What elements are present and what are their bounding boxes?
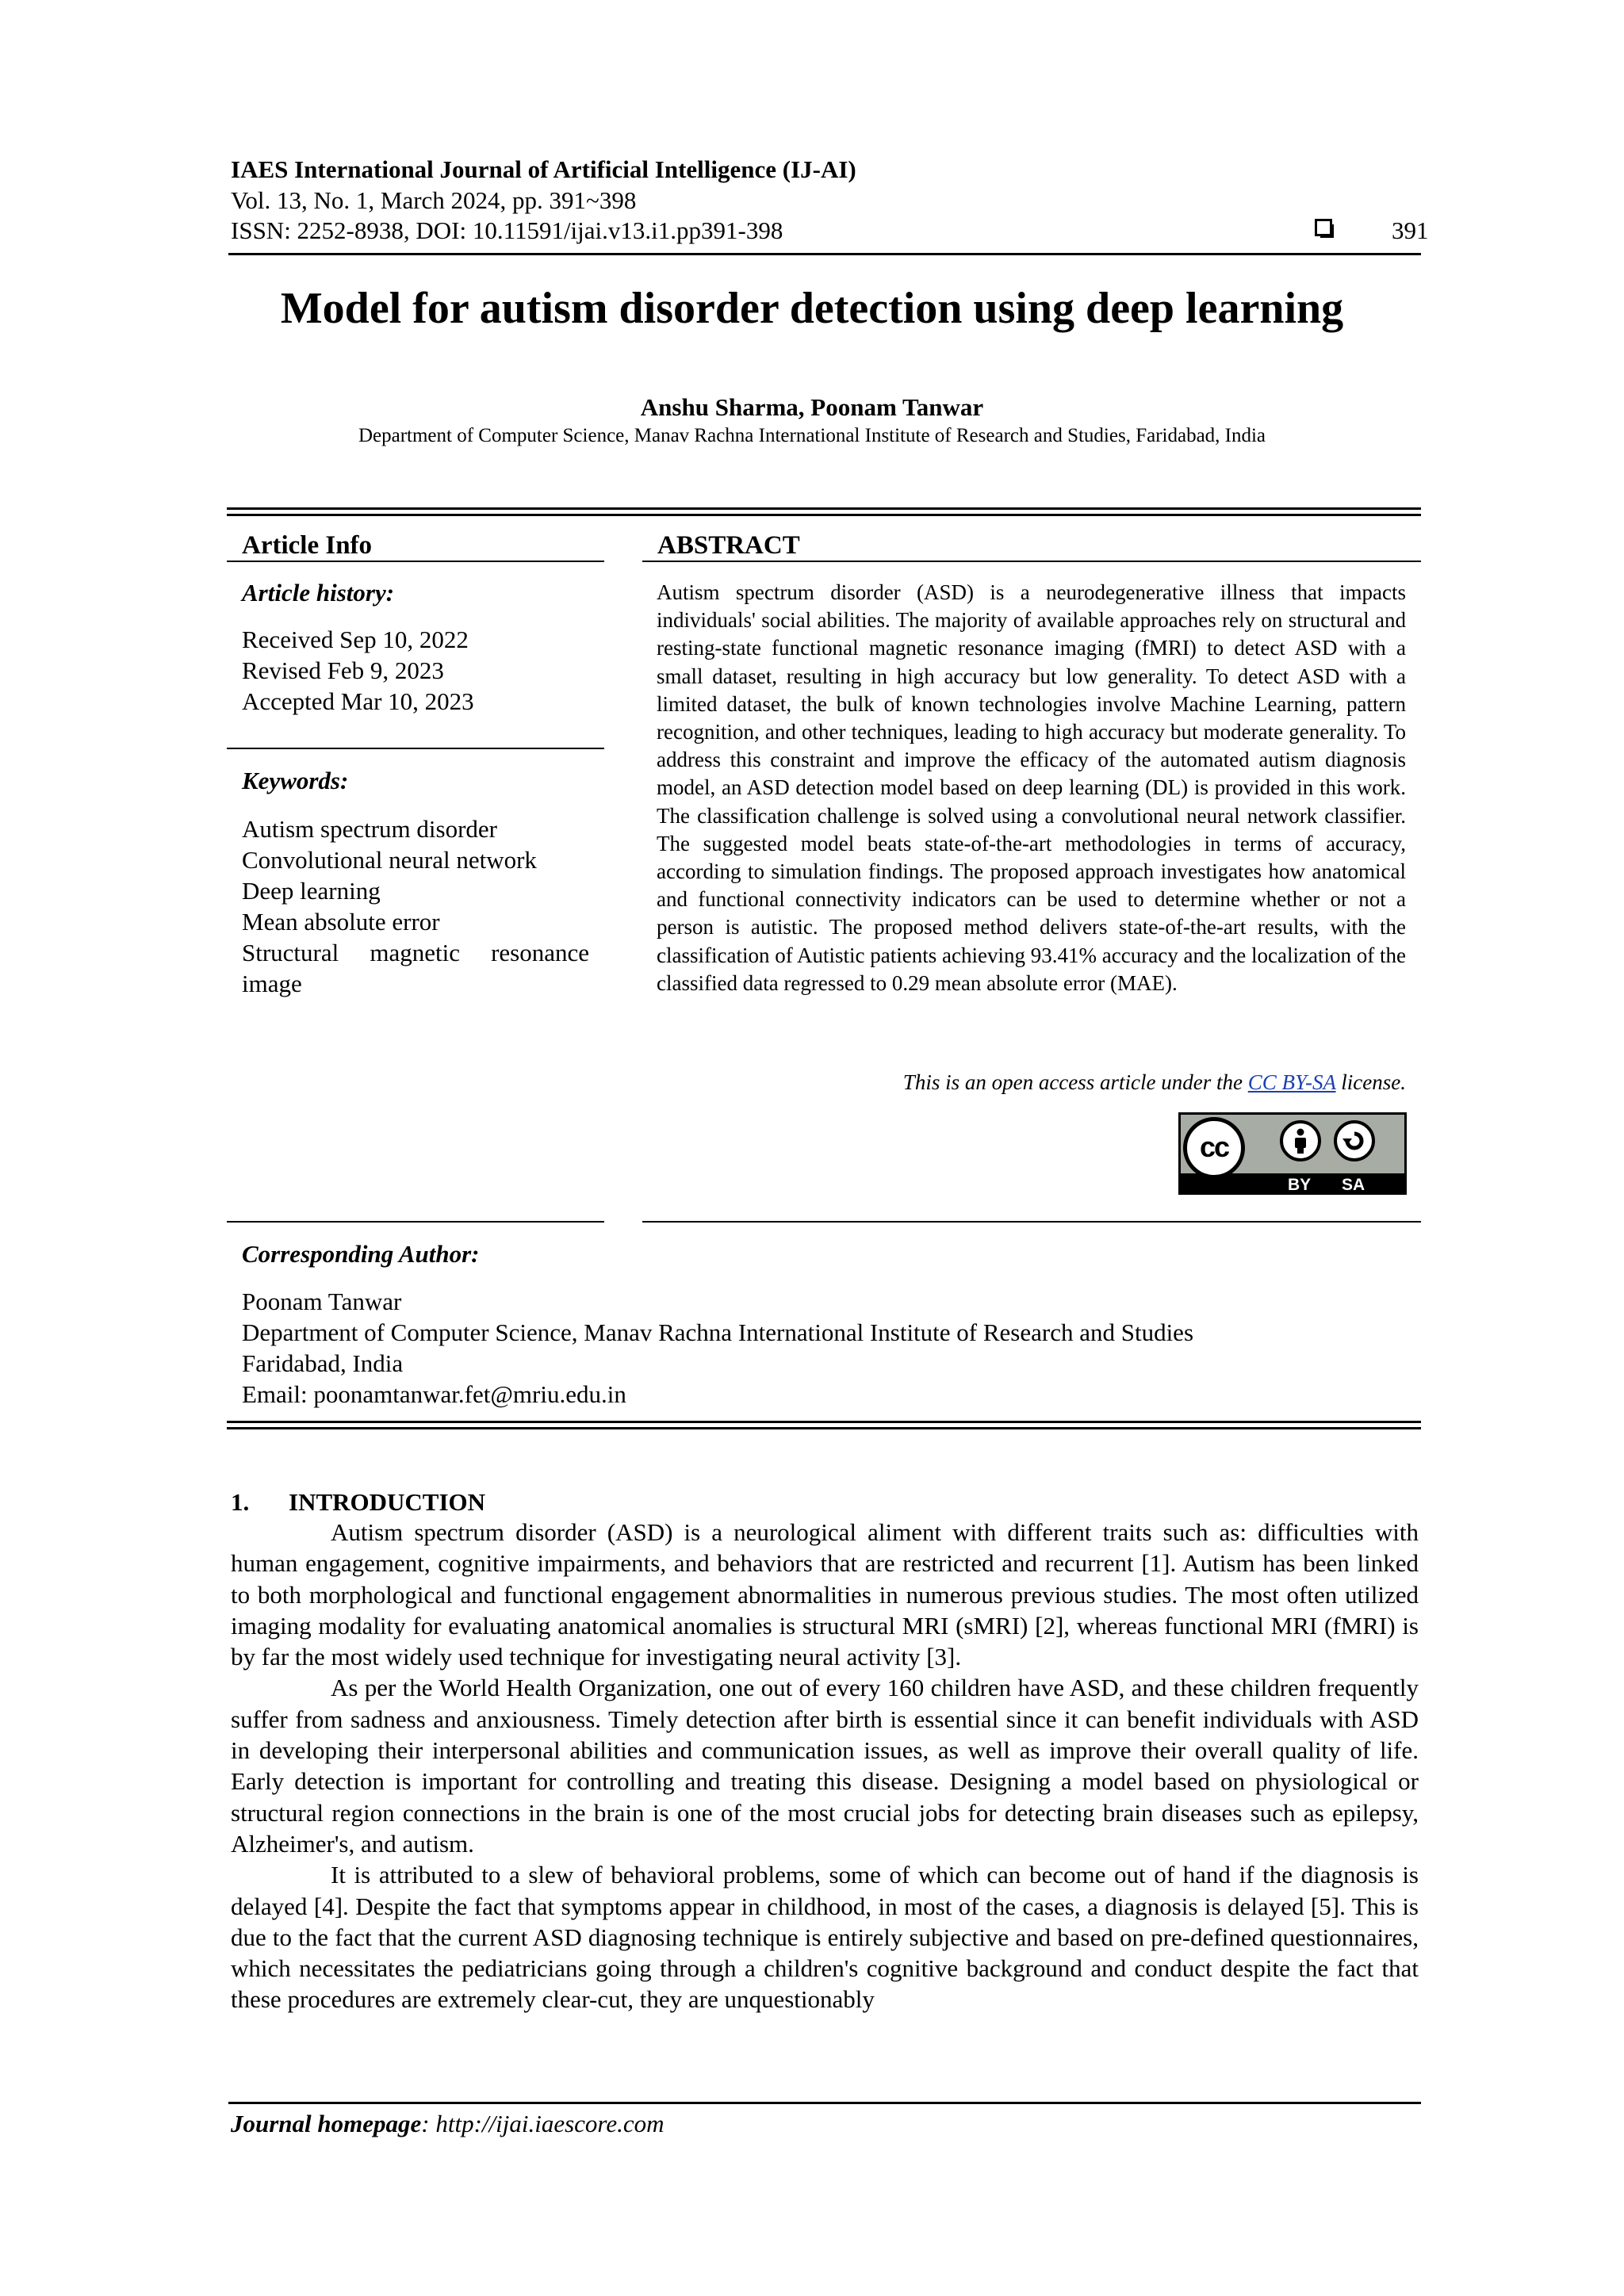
- abstract-text: Autism spectrum disorder (ASD) is a neurodegenerative illness that impacts individuals' social abilities. The majority of available approaches rely on structural and resting-state functional magnetic resonance imaging (fMRI) to detect ASD with a small dataset, resulting in high accuracy but low generality. To detect ASD with a limited dataset, the bulk of known technologies involve Machine Learning, pattern recognition, and other techniques, leading to high accuracy but moderate generality. To address this constraint and improve the efficacy of the automated autism diagnosis model, an ASD detection model based on deep learning (DL) is provided in this work. The classification challenge is solved using a convolutional neural network classifier. The suggested model beats state-of-the-art methodologies in terms of accuracy, according to simulation findings. The proposed approach investigates how anatomical and functional connectivity indicators can be used to determine whether or not a person is autistic. The proposed method delivers state-of-the-art results, with the classification of Autistic patients achieving 93.41% accuracy and the localization of the classified data regressed to 0.29 mean absolute error (MAE).: [657, 580, 1406, 995]
- article-history-heading: Article history:: [242, 579, 395, 607]
- keyword-item: Convolutional neural network: [242, 846, 537, 874]
- infobox-top-rule: [227, 507, 1421, 510]
- footer-rule: [228, 2102, 1421, 2104]
- sa-label: SA: [1342, 1176, 1365, 1194]
- homepage-url[interactable]: : http://ijai.iaescore.com: [421, 2110, 665, 2137]
- revised-date: Revised Feb 9, 2023: [242, 656, 444, 684]
- introduction-body: [231, 1517, 1419, 2015]
- keyword-item: Deep learning: [242, 877, 381, 905]
- corresponding-name: Poonam Tanwar: [242, 1288, 402, 1315]
- homepage-label: Journal homepage: [231, 2110, 422, 2137]
- section-title: INTRODUCTION: [289, 1488, 486, 1516]
- infobox-top-rule-2: [227, 514, 1421, 516]
- license-note: [903, 1069, 1406, 1096]
- section-heading-introduction: [231, 1487, 485, 1517]
- received-date: Received Sep 10, 2022: [242, 626, 469, 653]
- corresponding-city: Faridabad, India: [242, 1349, 404, 1377]
- journal-homepage: [231, 2109, 664, 2139]
- paragraph: Autism spectrum disorder (ASD) is a neurological aliment with different traits such as: difficulties with human engagement, cognitive impairments, and behaviors that are restricted and recurrent [1]. Autism has been linked to both morphological and functional engagement abnormalities in numerous previous studies. The most often utilized imaging modality for evaluating anatomical anomalies is structural MRI (sMRI) [2], whereas functional MRI (fMRI) is by far the most widely used technique for investigating neural activity [3].: [231, 1518, 1419, 1671]
- keyword-item: Structural magnetic resonance: [242, 939, 589, 966]
- corresponding-email[interactable]: Email: poonamtanwar.fet@mriu.edu.in: [242, 1380, 626, 1408]
- paragraph: As per the World Health Organization, one out of every 160 children have ASD, and these children frequently suffer from sadness and anxiousness. Timely detection after birth is essential since it can benefit individuals with ASD in developing their interpersonal abilities and communication issues, as well as improve their overall quality of life. Early detection is important for controlling and treating this disease. Designing a model based on physiological or structural region connections in the brain is one of the most crucial jobs for detecting brain diseases such as epilepsy, Alzheimer's, and autism.: [231, 1674, 1419, 1858]
- infobox-bottom-rule-2: [227, 1427, 1421, 1429]
- affiliation: Department of Computer Science, Manav Rachna International Institute of Research and Studies, Faridabad, India: [358, 425, 1266, 446]
- corresponding-author-heading: Corresponding Author:: [242, 1240, 480, 1268]
- keyword-item: Mean absolute error: [242, 908, 440, 936]
- paper-title: Model for autism disorder detection using deep learning: [280, 284, 1344, 333]
- header-rule: [228, 253, 1421, 255]
- volume-line: Vol. 13, No. 1, March 2024, pp. 391~398: [231, 186, 637, 214]
- by-label: BY: [1288, 1176, 1312, 1194]
- license-suffix: license.: [1341, 1070, 1406, 1094]
- paragraph: It is attributed to a slew of behavioral problems, some of which can become out of hand if the diagnosis is delayed [4]. Despite the fact that symptoms appear in childhood, in most of the cases, a diagnosis is delayed [5]. This is due to the fact that the current ASD diagnosing technique is entirely subjective and based on pre-defined questionnaires, which necessitates the pediatricians going through a children's cognitive background and conduct despite the fact that these procedures are extremely clear-cut, they are unquestionably: [231, 1861, 1419, 2014]
- license-link[interactable]: CC BY-SA: [1247, 1070, 1336, 1094]
- by-icon: [1280, 1120, 1321, 1161]
- abstract-rule: [642, 561, 1421, 562]
- cc-text: cc: [1199, 1131, 1229, 1163]
- cc-by-sa-badge[interactable]: [1178, 1112, 1407, 1195]
- keyword-item: image: [242, 970, 302, 997]
- infobox-bottom-rule: [227, 1421, 1421, 1423]
- article-info-rule: [227, 561, 604, 562]
- journal-title: IAES International Journal of Artificial Intelligence (IJ-AI): [231, 155, 856, 183]
- accepted-date: Accepted Mar 10, 2023: [242, 687, 474, 715]
- page-number: 391: [1392, 216, 1429, 244]
- corresponding-department: Department of Computer Science, Manav Rachna International Institute of Research and Studies: [242, 1318, 1194, 1346]
- keywords-rule: [227, 748, 604, 749]
- info-bottom-rule-left: [227, 1221, 604, 1223]
- issn-line: ISSN: 2252-8938, DOI: 10.11591/ijai.v13.i1.pp391-398: [231, 216, 783, 244]
- authors: Anshu Sharma, Poonam Tanwar: [640, 393, 984, 421]
- article-info-heading: Article Info: [242, 531, 373, 560]
- sa-icon: [1334, 1120, 1375, 1161]
- license-prefix: This is an open access article under the: [902, 1070, 1243, 1094]
- keyword-item: Autism spectrum disorder: [242, 815, 498, 843]
- keywords-heading: Keywords:: [242, 767, 349, 794]
- info-bottom-rule-right: [642, 1221, 1421, 1223]
- section-number: 1.: [231, 1488, 250, 1516]
- cc-icon: [1183, 1117, 1245, 1179]
- checkbox-icon: [1315, 219, 1332, 236]
- abstract-heading: ABSTRACT: [657, 531, 800, 560]
